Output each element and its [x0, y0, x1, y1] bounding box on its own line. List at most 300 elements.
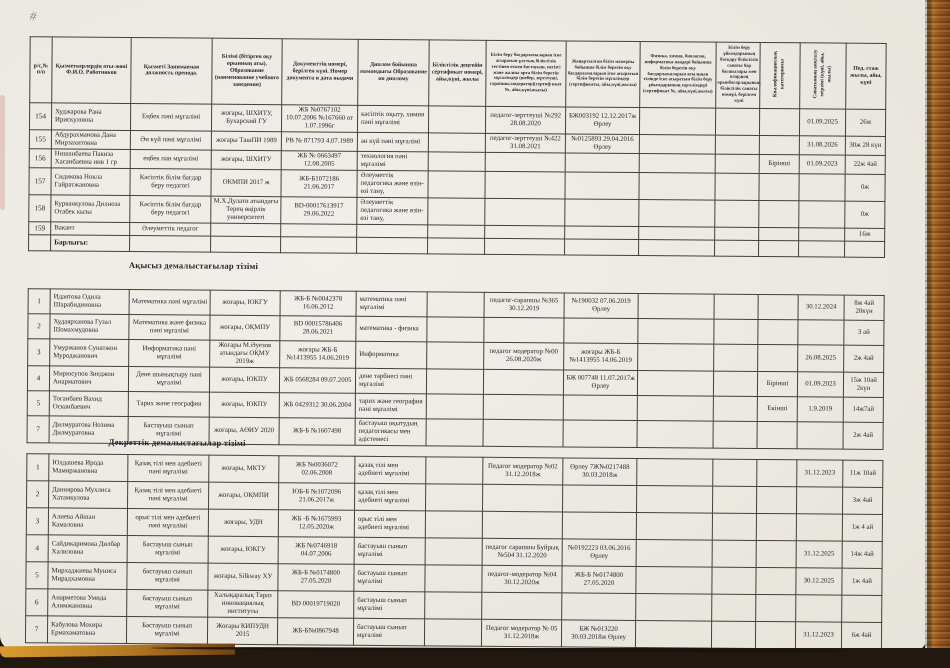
table-cell: педагог-зерттеуші №292 28.08.2020	[485, 106, 565, 134]
table-cell: Сидикова Нокла Гайратжановна	[51, 168, 130, 196]
table-cell: бастауыш сынып мұғалімі	[354, 537, 425, 565]
table-cell: 1.9.2019	[797, 397, 843, 422]
table-cell: 1ж 4 ай	[842, 514, 882, 541]
table-cell	[636, 486, 712, 514]
table-cell	[565, 153, 639, 173]
table-cell: Дилмуратова Нозима Дилмуратовна	[49, 416, 128, 444]
table-cell	[482, 484, 562, 512]
table-cell: математика - физика	[356, 316, 427, 342]
table-cell: 26.08.2025	[798, 345, 844, 372]
table-cell	[428, 238, 485, 254]
table-cell: орыс тілі мен әдебиеті мұғалімі	[354, 510, 425, 538]
table-cell: ЖБ №0767102 10.07.2006 №167660 от 1.07.1996г	[281, 105, 357, 133]
table-cell	[428, 152, 485, 171]
table-cell	[713, 371, 757, 396]
table-cell: 159	[29, 222, 51, 235]
table-cell	[799, 201, 845, 228]
table-cell	[639, 200, 715, 228]
table-cell: кәсіптік оқыту, химия пәні мұғалімі	[357, 105, 428, 133]
table-cell	[29, 235, 51, 251]
table-cell: ЖБ -Б №1675993 12.05.2020ж	[278, 510, 354, 538]
table-cell: 154	[29, 103, 51, 130]
table-cell: Педагог модератор № 05 31.12.2018ж	[481, 619, 561, 647]
table-cell: Бірінші	[759, 154, 799, 173]
table-cell: Абдурахманова Дана Мирзахитовна	[51, 130, 130, 150]
table-cell	[485, 152, 565, 172]
table-cell: 158	[29, 195, 51, 222]
table-cell: Идаятова Одила Шарабидиновна	[50, 289, 129, 315]
table-cell: 01.09.2025	[799, 109, 845, 136]
table-cell	[428, 198, 485, 225]
table-cell: бастауыш сынып мұғалімі	[127, 563, 208, 591]
table-cell	[637, 459, 713, 487]
table-cell	[482, 592, 562, 620]
table-cell: Кабулова Мохира Ермахаматовна	[47, 616, 126, 644]
table-cell	[799, 228, 845, 241]
table-cell: БЖ №013220 30.03.2018ж Өрлеу	[561, 620, 635, 648]
table-cell: Бастауыш сынып мұғалімі	[126, 617, 207, 645]
maternity-leave-title: Декреттік демалыстағылар тізімі	[108, 436, 246, 448]
table-cell: жоғары ТашПИ 1989	[211, 131, 281, 151]
table-cell: Математика және физика пәні мұғалімі	[129, 315, 210, 341]
table-cell	[281, 237, 357, 254]
table-cell	[424, 619, 481, 646]
table-cell: 8ж 4ай 20күн	[844, 295, 884, 320]
table-cell: математика пәні мұғалімі	[356, 291, 427, 317]
table-cell	[483, 419, 563, 447]
table-cell: Барлығы:	[51, 235, 130, 252]
table-cell: 0ж	[845, 201, 885, 228]
table-cell	[756, 540, 796, 567]
table-cell: жоғары ЖБ-Б №1413955 14.06.2019	[280, 341, 356, 369]
table-cell: 2ж 4ай	[843, 422, 883, 449]
table-cell	[357, 224, 428, 238]
table-cell	[211, 236, 281, 253]
table-cell: жоғары, ЮКПУ	[209, 392, 279, 418]
table-cell	[485, 238, 565, 255]
table-cell: №0125893 29.04.2016 Өрлеу	[565, 134, 639, 154]
desk-surface-right-edge	[925, 0, 950, 668]
table-cell: Әлеуметтік педагогика және өзін-өзі тану,	[357, 197, 428, 225]
table-cell	[756, 594, 796, 621]
table-cell: Информатика пәні мұғалімі	[129, 340, 210, 368]
table-cell: 156	[29, 149, 51, 168]
table-cell: ОКМПИ 2017 ж	[211, 169, 281, 197]
table-cell	[713, 421, 757, 448]
table-cell: жоғары ЖБ-Б №1413955 14.06.2019	[564, 343, 638, 371]
table-cell	[426, 457, 483, 484]
table-cell	[712, 594, 756, 621]
column-header: Білімі (бітірген оқу орынның аты). Образование (наименование учебного заведения)	[212, 38, 283, 105]
table-cell	[715, 240, 759, 256]
table-cell: 11ж 10ай	[843, 460, 883, 487]
table-cell	[485, 171, 565, 199]
table-cell	[796, 487, 842, 514]
table-cell: 30ж 28 күн	[845, 136, 885, 155]
table-cell: ЮБ-Б №1072096 21.06.2017ж	[279, 483, 355, 511]
table-cell: 22ж 4ай	[845, 155, 885, 174]
table-cell	[713, 459, 757, 486]
table-cell	[562, 593, 636, 621]
table-cell	[636, 540, 712, 568]
table-cell: жоғары, ЮКГУ	[208, 536, 278, 564]
table-cell	[428, 171, 485, 198]
table-cell: 0ж	[845, 174, 885, 201]
table-cell: 1	[28, 289, 50, 314]
table-cell	[484, 317, 564, 343]
table-cell: Сайдикаримова Дилбар Халиловна	[48, 535, 127, 563]
table-cell: Бастауыш сынып мұғалімі	[127, 536, 208, 564]
table-cell	[426, 369, 483, 394]
table-cell: 31.12.2025	[796, 541, 842, 568]
table-cell: 01.09.2023	[799, 155, 845, 174]
table-cell: 01.09.2023	[797, 372, 843, 397]
table-cell: БЖ003192 12.12.2017ж Өрлеу	[565, 107, 639, 135]
column-header: р/с,№ п/п	[30, 37, 53, 103]
table-cell: Өрлеу 7Ж№0217488 30.03.2018ж	[563, 458, 637, 486]
table-cell	[357, 237, 428, 254]
table-cell	[712, 567, 756, 594]
table-cell: ЖБ №0746918 04.07.2006	[278, 537, 354, 565]
table-cell	[427, 342, 484, 369]
table-cell: 6ж 4ай	[841, 622, 881, 649]
table-cell	[639, 227, 715, 241]
table-cell: Дене шынықтыру пәні мұғалімі	[128, 367, 209, 393]
table-cell: 5	[26, 562, 48, 589]
table-cell: Даниярова Мухлиса Хатамкулова	[49, 481, 128, 509]
table-cell: 4	[27, 366, 49, 391]
table-cell: Алиева Айшан Камаловна	[48, 508, 127, 536]
table-cell: 31.12.2023	[795, 622, 841, 649]
table-cell	[759, 201, 799, 228]
table-cell	[715, 200, 759, 227]
table-cell	[756, 567, 796, 594]
table-cell	[427, 292, 484, 317]
table-cell: 1ж 4ай	[842, 568, 882, 595]
column-header: Қызметі Занимаемая должность препода.	[131, 38, 213, 105]
table-cell: Юлдашева Ирода Мамиржановна	[49, 454, 128, 482]
table-cell: ЖБ №0036072 02.06.2008	[279, 456, 355, 484]
table-cell: 3ж 4ай	[842, 487, 882, 514]
table-cell	[483, 394, 563, 420]
table-cell: бастауыш сынып мұғалімі	[353, 618, 424, 646]
table-cell	[130, 236, 211, 253]
table-cell: Педагог модератор №02 31.12.2018ж	[483, 457, 563, 485]
table-cell: бастауыш оқытудың педагогикасы мен әдістемесі	[355, 418, 426, 446]
table-cell: 16ж	[845, 228, 885, 241]
table-cell: Худаярханова Гузал Шомахмудовна	[50, 314, 129, 340]
table-cell	[714, 319, 758, 344]
table-cell	[639, 154, 715, 174]
table-cell: 14ж 4ай	[842, 541, 882, 568]
table-cell	[759, 241, 799, 257]
table-cell	[756, 513, 796, 540]
table-cell: Тогаибаев Вахид Оскаибаевич	[49, 391, 128, 417]
table-cell	[563, 420, 637, 448]
table-cell	[714, 294, 758, 319]
column-header: Пед. стаж жылы, айы, күні	[846, 43, 887, 109]
unpaid-leave-title: Ақысыз демалыстағылар тізімі	[128, 260, 259, 272]
table-cell	[428, 133, 485, 152]
table-cell	[638, 294, 714, 320]
table-cell: Вакант	[51, 222, 130, 236]
table-cell: Информатика	[356, 341, 427, 369]
table-cell: М.Х.Дулати атындағы Терең өңірлік университеті	[211, 196, 281, 224]
table-cell	[757, 422, 797, 449]
table-cell: 7	[27, 416, 49, 443]
staff-table	[28, 36, 887, 258]
table-cell: Әлеуметтік педагогика және өзін-өзі тану,	[357, 170, 428, 198]
column-header: Физика, химия, биология, информатика пәндері бойынша білім беретін оқу бағдарламаларын ағылшын тілінде іске асыратын білім беру ұйымдарының мұғалімдері (сертификат №, айы,күні,жылы)	[640, 42, 717, 109]
table-cell	[799, 174, 845, 201]
table-cell	[565, 226, 639, 240]
table-cell	[639, 240, 715, 257]
table-cell: ЖБ-Б №0174800 27.05.2020	[278, 564, 354, 592]
table-cell: педагог модератор №00 26.08.2020ж	[484, 342, 564, 370]
table-cell	[758, 344, 798, 371]
table-cell: жоғары, ШХИТУ, Бухарский ГУ	[211, 104, 281, 132]
table-cell: жоғары, ЮКПУ	[209, 367, 279, 393]
table-cell: 30.12.2025	[796, 568, 842, 595]
table-cell: педагог-сарапшы №365 30.12.2019	[484, 292, 564, 318]
table-cell	[425, 538, 482, 565]
pen-mark: #	[28, 7, 39, 24]
table-cell	[428, 106, 485, 133]
table-cell	[565, 199, 639, 227]
table-cell	[564, 318, 638, 344]
table-cell: 5	[27, 391, 49, 416]
table-cell: РВ № 871793 4.07.1989	[281, 132, 357, 152]
column-header: Документтің номері, берілген күні. Номер документа и дата выдачи	[282, 39, 359, 106]
table-cell: жоғары, ОҚМПИ	[209, 482, 279, 510]
table-cell: Қазақ тілі мен әдебиеті пәні мұғалімі	[128, 482, 209, 510]
table-cell: BD-00017613917 29.06.2022	[281, 197, 357, 225]
column-header: Қызметкерлердің аты-жөні Ф.И.О. Работников	[52, 37, 132, 104]
table-cell: ЖБ № 0663497 12.08.2005	[281, 151, 357, 171]
header-row	[30, 37, 886, 110]
table-cell	[758, 294, 798, 319]
table-cell: Курванкулова Дилноза Отабек кызы	[51, 195, 130, 223]
table-cell	[635, 621, 711, 649]
table-cell: 26ж	[845, 109, 885, 136]
table-cell: Математика пәні мұғалімі	[129, 290, 210, 316]
table-cell	[715, 108, 759, 135]
table-cell	[565, 239, 639, 256]
table-cell	[715, 227, 759, 240]
table-cell: 157	[29, 168, 51, 195]
table-cell	[712, 540, 756, 567]
table-cell	[799, 241, 845, 257]
table-cell: 3	[28, 339, 50, 366]
table-cell	[796, 514, 842, 541]
table-cell: BD 00015786406 28.06.2021	[280, 316, 356, 342]
table-cell: педагог-зерттеуші №422 31.08.2021	[485, 133, 565, 153]
table-cell: 6	[26, 589, 48, 616]
table-cell	[562, 512, 636, 540]
column-header: Білім беру бағдарламаларын іске асыратын ұлттық біліктілік тестінен өткен бастауыш, негізгі және жалпы орта білім беретін мұғалімдер (шебер, зерттеуші, сарапшы,модератор)(сертиф икат №, айы,күні,жылы)	[486, 40, 567, 107]
column-header: Квалификациялық категориясы	[760, 42, 801, 108]
table-cell	[756, 486, 796, 513]
table-cell: Жоғары М.Әуезов атындағы ОҚМУ 2019ж	[210, 340, 280, 368]
table-cell	[637, 396, 713, 422]
table-cell	[639, 135, 715, 155]
table-cell	[639, 107, 715, 135]
table-cell: Халықаралық Тараз инновациялық институты	[208, 590, 278, 618]
table-cell: тарих және география пәні мұғалімі	[355, 393, 426, 419]
table-cell	[562, 485, 636, 513]
table-cell: Нишанбаева Пакиза Хасанбаевна инв 1 гр	[51, 149, 130, 169]
table-cell: қазақ тілі мен әдебиеті мұғалімі	[355, 483, 426, 511]
table-cell	[759, 135, 799, 154]
table-cell: Ән күй пәні мұғалімі	[130, 131, 211, 151]
maternity-leave-table	[25, 453, 883, 650]
table-cell	[426, 394, 483, 419]
column-header: Жаңартылған білім мазмұны бойынша білім беретін оқу бағдарламаларын іске асыратын білім беретін мұғалімдер (сертификаты, айы,күні,жылы)	[566, 41, 641, 108]
table-cell: жоғары, УДН	[208, 509, 278, 537]
table-cell: ЖБ 0429312 30.06.2004	[279, 393, 355, 419]
table-cell: Худжарова Рана Ирискуловна	[51, 103, 130, 131]
table-cell: Жоғары КИПУДН 2015	[207, 617, 277, 645]
column-header: Білім беру ұйымдарының басқару біліктілік санаты бар басшылары мен олардың орынбасарларының біліктілік санаты номері, берілген күні	[716, 42, 761, 108]
table-cell: жоғары, ЮКГУ	[210, 290, 280, 316]
table-cell: жоғары, Silkway ХУ	[208, 563, 278, 591]
table-cell: 1	[27, 454, 49, 481]
scan-smudge	[0, 95, 5, 210]
column-header: Диплом бойынша мамандығы Образование по диплому	[358, 39, 430, 106]
table-cell	[755, 622, 795, 649]
table-cell	[426, 419, 483, 446]
table-cell: жоғары, ОҚМПУ	[210, 315, 280, 341]
table-cell: Кәсіптік білім бағдар беру педагогі	[130, 169, 211, 197]
table-cell: жоғары, ШХИТУ	[211, 150, 281, 170]
table-cell: жоғары, МКТУ	[209, 455, 279, 483]
table-cell: ЖБ-Б№0867948	[277, 618, 353, 646]
table-cell: Анарметова Умида Алимжановна	[48, 589, 127, 617]
table-cell	[714, 344, 758, 371]
table-cell	[425, 565, 482, 592]
table-cell	[759, 228, 799, 241]
table-cell: ЖБ-Б №0174800 27.05.2020	[562, 566, 636, 594]
table-cell: №190032 07.06.2019 Өрлеу	[564, 293, 638, 319]
table-cell	[758, 319, 798, 344]
table-cell: дене тәрбиесі пәні мұғалімі	[355, 368, 426, 394]
table-cell	[638, 344, 714, 372]
table-cell: ЖБ-Б №0042378 16.06.2012	[280, 291, 356, 317]
table-cell: 7	[25, 616, 47, 643]
table-cell: BD 00019719020	[278, 591, 354, 619]
table-cell: Екінші	[757, 397, 797, 422]
table-cell	[842, 595, 882, 622]
table-cell	[483, 369, 563, 395]
table-cell	[425, 511, 482, 538]
table-cell: бастауыш сынып мұғалімі	[127, 590, 208, 618]
table-cell: №0192223 03.06.2016 Өрлеу	[562, 539, 636, 567]
table-cell: орыс тілі мен әдебиеті пәні мұғалімі	[127, 509, 208, 537]
table-cell: 31.12.2023	[797, 460, 843, 487]
table-cell: 30.12.2024	[798, 295, 844, 320]
table-cell: ЖБ 0568284 09.07.2005	[279, 368, 355, 394]
table-cell	[715, 135, 759, 154]
column-header: Біліктілік деңгейін сертификат номері, айы,күні, жылы	[429, 40, 487, 106]
table-cell	[711, 621, 755, 648]
table-cell: технология пәні мұғалімі	[357, 151, 428, 171]
table-cell: педагог сарапшы Буйрық №504 31.12.2020	[482, 538, 562, 566]
table-cell: 4	[26, 535, 48, 562]
table-cell	[759, 108, 799, 135]
table-cell: Мирхаджиева Муниса Мирадхамовна	[48, 562, 127, 590]
table-cell: еңбек пан мұғалімі	[130, 150, 211, 170]
table-cell: Әлеуметтік педагог	[130, 223, 211, 237]
table-cell	[796, 595, 842, 622]
table-cell	[428, 225, 485, 238]
table-cell: педагог-модератор №04 30.12.2020ж	[482, 565, 562, 593]
table-cell	[845, 241, 885, 257]
table-cell	[425, 592, 482, 619]
table-cell: бастауыш сынып мұғалімі	[354, 564, 425, 592]
table-cell: Мирюсупов Зиеджон Анарматович	[49, 366, 128, 392]
table-cell	[798, 320, 844, 345]
table-cell	[563, 395, 637, 421]
table-cell: 3	[26, 508, 48, 535]
table-cell	[715, 154, 759, 173]
table-cell: ЖБ-Б №1607498	[279, 418, 355, 446]
table-cell	[797, 422, 843, 449]
table-cell	[485, 198, 565, 226]
table-cell: 15ж 10ай 2күн	[843, 372, 883, 397]
table-cell: бастауыш сынып мұғалімі	[354, 591, 425, 619]
table-cell: қазақ тілі мен әдебиеті мұғалімі	[355, 456, 426, 484]
table-cell: 14ж7ай	[843, 397, 883, 422]
table-cell: ЖБ-Б1072186 21.06.2017	[281, 170, 357, 198]
table-cell	[485, 225, 565, 239]
table-cell	[638, 319, 714, 345]
table-cell	[636, 513, 712, 541]
table-cell	[637, 371, 713, 397]
table-cell	[712, 513, 756, 540]
table-cell	[427, 317, 484, 342]
table-cell: жоғары, АӨИУ 2020	[209, 417, 279, 445]
table-cell	[482, 511, 562, 539]
table-cell: ән күй пәні мұғалімі	[357, 132, 428, 152]
table-cell	[759, 174, 799, 201]
table-cell	[639, 173, 715, 201]
table-cell: Еңбек пәні мұғалімі	[130, 103, 211, 131]
table-cell	[211, 223, 281, 237]
table-cell: Кәсіптік білім бағдар беру педагогі	[130, 196, 211, 224]
table-cell: 2	[27, 481, 49, 508]
table-cell	[637, 421, 713, 449]
table-cell	[636, 594, 712, 622]
table-cell: 31.08.2026	[799, 136, 845, 155]
table-cell	[636, 567, 712, 595]
table-cell: 155	[29, 130, 51, 149]
table-cell: 2ж 4ай	[844, 345, 884, 372]
table-cell: Тарих және география	[128, 392, 209, 418]
table-cell: Бастауыш сынып мұғалімі	[128, 417, 209, 445]
table-cell	[426, 484, 483, 511]
table-cell	[565, 172, 639, 200]
table-cell: 2	[28, 314, 50, 339]
table-cell: БЖ 007748 11.07.2017ж Өрлеу	[563, 370, 637, 396]
table-cell: 3 ай	[844, 320, 884, 345]
table-cell	[757, 459, 797, 486]
table-cell: Умуржанов Сунатжон Муроджанович	[50, 339, 129, 367]
unpaid-leave-table	[27, 288, 885, 450]
table-cell	[281, 224, 357, 238]
column-header: Санатының аяқталу мерзімі (күні, айы, жылы)	[800, 43, 847, 109]
table-cell	[712, 486, 756, 513]
table-cell: Бірінші	[757, 372, 797, 397]
